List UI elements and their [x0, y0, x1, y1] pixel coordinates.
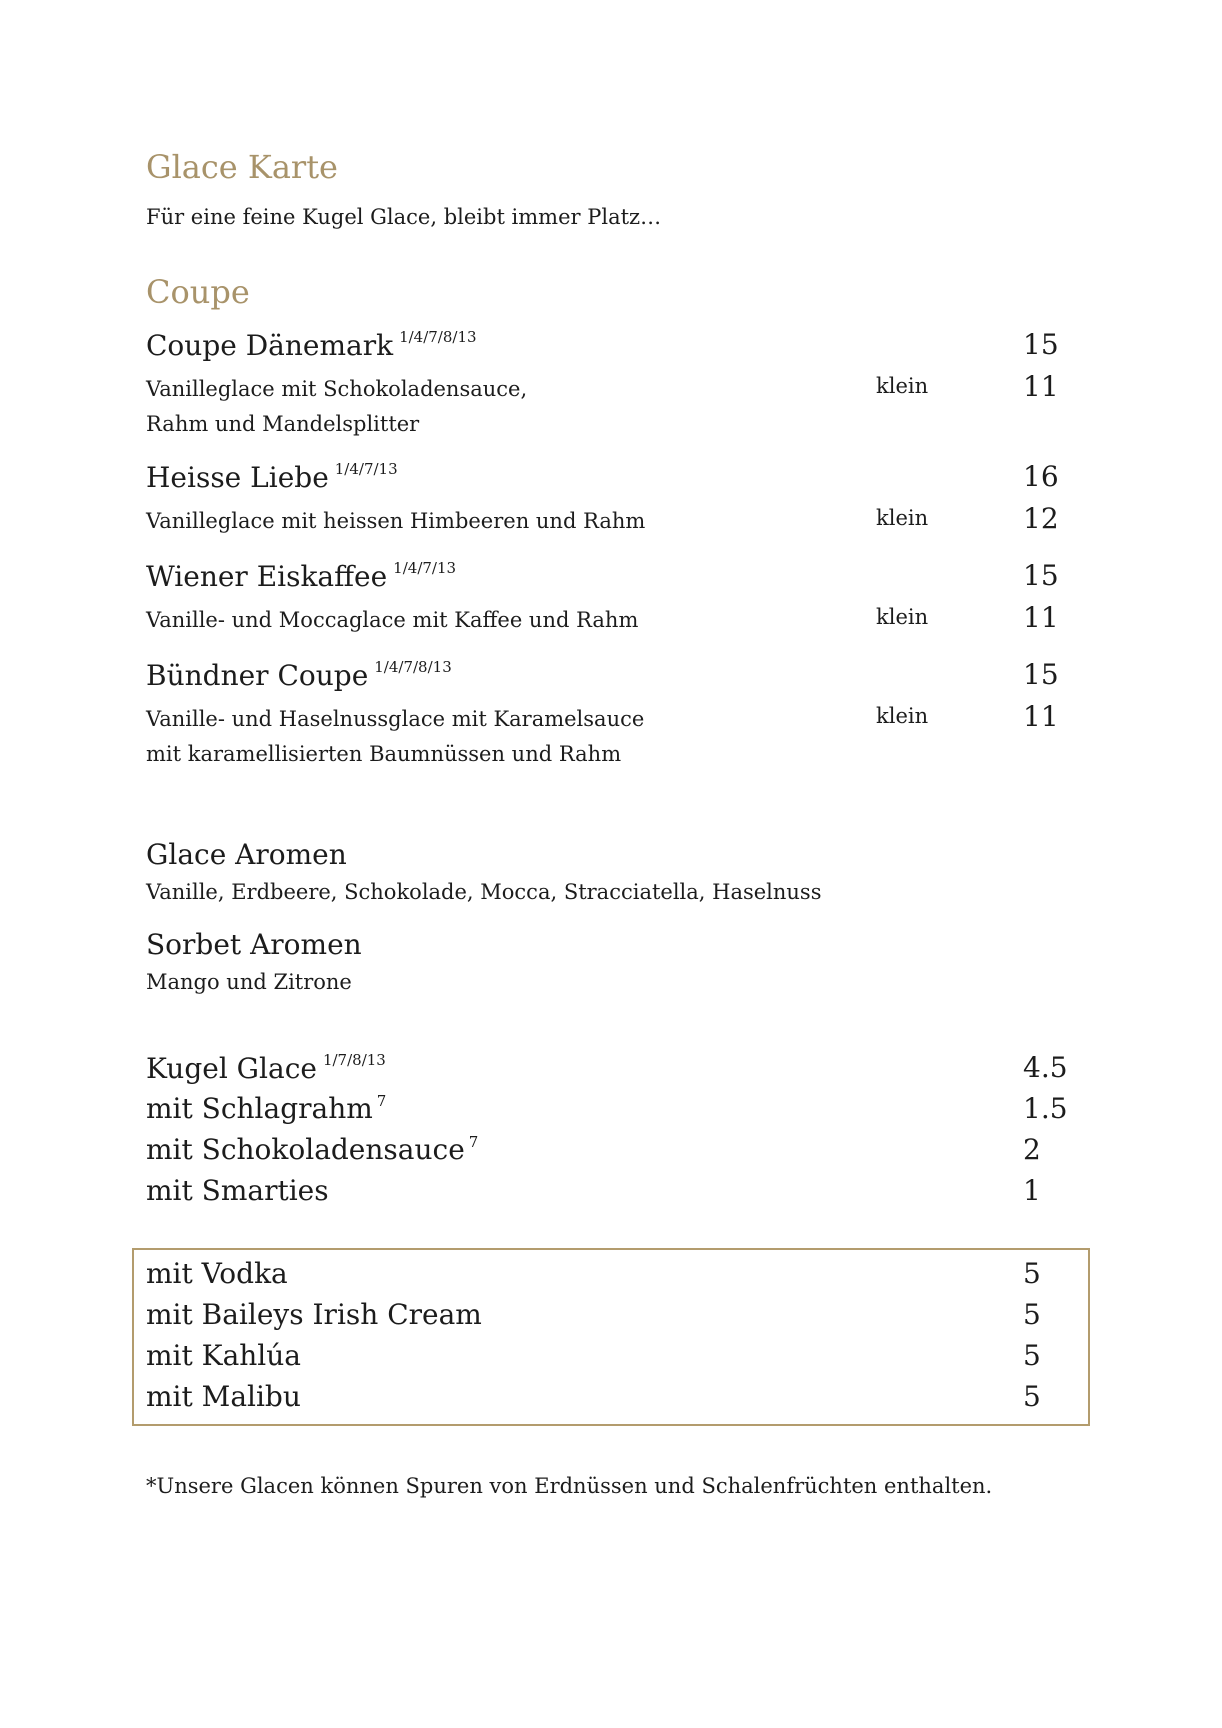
item-description: Vanilleglace mit Schokoladensauce, Rahm und Mandelsplitter — [146, 377, 528, 436]
kugel-item: mit Schlagrahm $^7$ — [146, 1092, 387, 1125]
spirit-item: mit Vodka — [146, 1257, 288, 1290]
small-size-label: klein — [876, 605, 929, 629]
sorbet-aromas-list: Mango und Zitrone — [146, 970, 352, 994]
page-subtitle: Für eine feine Kugel Glace, bleibt immer Platz… — [146, 205, 662, 229]
kugel-item: mit Schokoladensauce $^7$ — [146, 1133, 479, 1166]
spirit-price: 5 — [1023, 1339, 1041, 1372]
item-description: Vanille- und Haselnussglace mit Karamelsauce mit karamellisierten Baumnüssen und Rahm — [146, 707, 645, 766]
glace-aromas-list: Vanille, Erdbeere, Schokolade, Mocca, Stracciatella, Haselnuss — [146, 880, 822, 904]
allergen-codes: 1/4/7/8/13 — [399, 328, 477, 346]
kugel-price: 4.5 — [1023, 1051, 1068, 1084]
spirit-price: 5 — [1023, 1257, 1041, 1290]
item-price-small: 11 — [1023, 700, 1059, 733]
item-name: Coupe Dänemark $^{1/4/7/8/13}$ — [146, 328, 477, 362]
item-price: 15 — [1023, 658, 1059, 691]
item-price-small: 11 — [1023, 601, 1059, 634]
allergen-codes: 1/7/8/13 — [322, 1051, 386, 1069]
item-name: Heisse Liebe $^{1/4/7/13}$ — [146, 460, 398, 494]
item-price: 15 — [1023, 328, 1059, 361]
item-price-small: 12 — [1023, 502, 1059, 535]
allergen-codes: 7 — [376, 1092, 387, 1110]
item-price: 16 — [1023, 460, 1059, 493]
sorbet-aromas-title: Sorbet Aromen — [146, 928, 362, 961]
spirit-price: 5 — [1023, 1298, 1041, 1331]
allergen-codes: 1/4/7/13 — [334, 460, 398, 478]
kugel-item: mit Smarties — [146, 1174, 329, 1207]
allergen-codes: 1/4/7/13 — [393, 559, 457, 577]
coupe-heading: Coupe — [146, 273, 250, 311]
spirit-price: 5 — [1023, 1380, 1041, 1413]
item-name: Wiener Eiskaffee $^{1/4/7/13}$ — [146, 559, 457, 593]
item-price: 15 — [1023, 559, 1059, 592]
small-size-label: klein — [876, 506, 929, 530]
small-size-label: klein — [876, 374, 929, 398]
kugel-item: Kugel Glace $^{1/7/8/13}$ — [146, 1051, 386, 1085]
small-size-label: klein — [876, 704, 929, 728]
spirit-item: mit Malibu — [146, 1380, 301, 1413]
kugel-price: 1 — [1023, 1174, 1041, 1207]
allergen-footnote: *Unsere Glacen können Spuren von Erdnüssen und Schalenfrüchten enthalten. — [146, 1474, 993, 1498]
spirit-item: mit Kahlúa — [146, 1339, 301, 1372]
spirit-item: mit Baileys Irish Cream — [146, 1298, 482, 1331]
item-price-small: 11 — [1023, 370, 1059, 403]
glace-aromas-title: Glace Aromen — [146, 838, 347, 871]
item-description: Vanilleglace mit heissen Himbeeren und Rahm — [146, 509, 646, 533]
allergen-codes: 1/4/7/8/13 — [374, 658, 452, 676]
allergen-codes: 7 — [468, 1133, 479, 1151]
kugel-price: 1.5 — [1023, 1092, 1068, 1125]
item-description: Vanille- und Moccaglace mit Kaffee und Rahm — [146, 608, 639, 632]
page-title: Glace Karte — [146, 148, 338, 186]
kugel-price: 2 — [1023, 1133, 1041, 1166]
item-name: Bündner Coupe $^{1/4/7/8/13}$ — [146, 658, 452, 692]
